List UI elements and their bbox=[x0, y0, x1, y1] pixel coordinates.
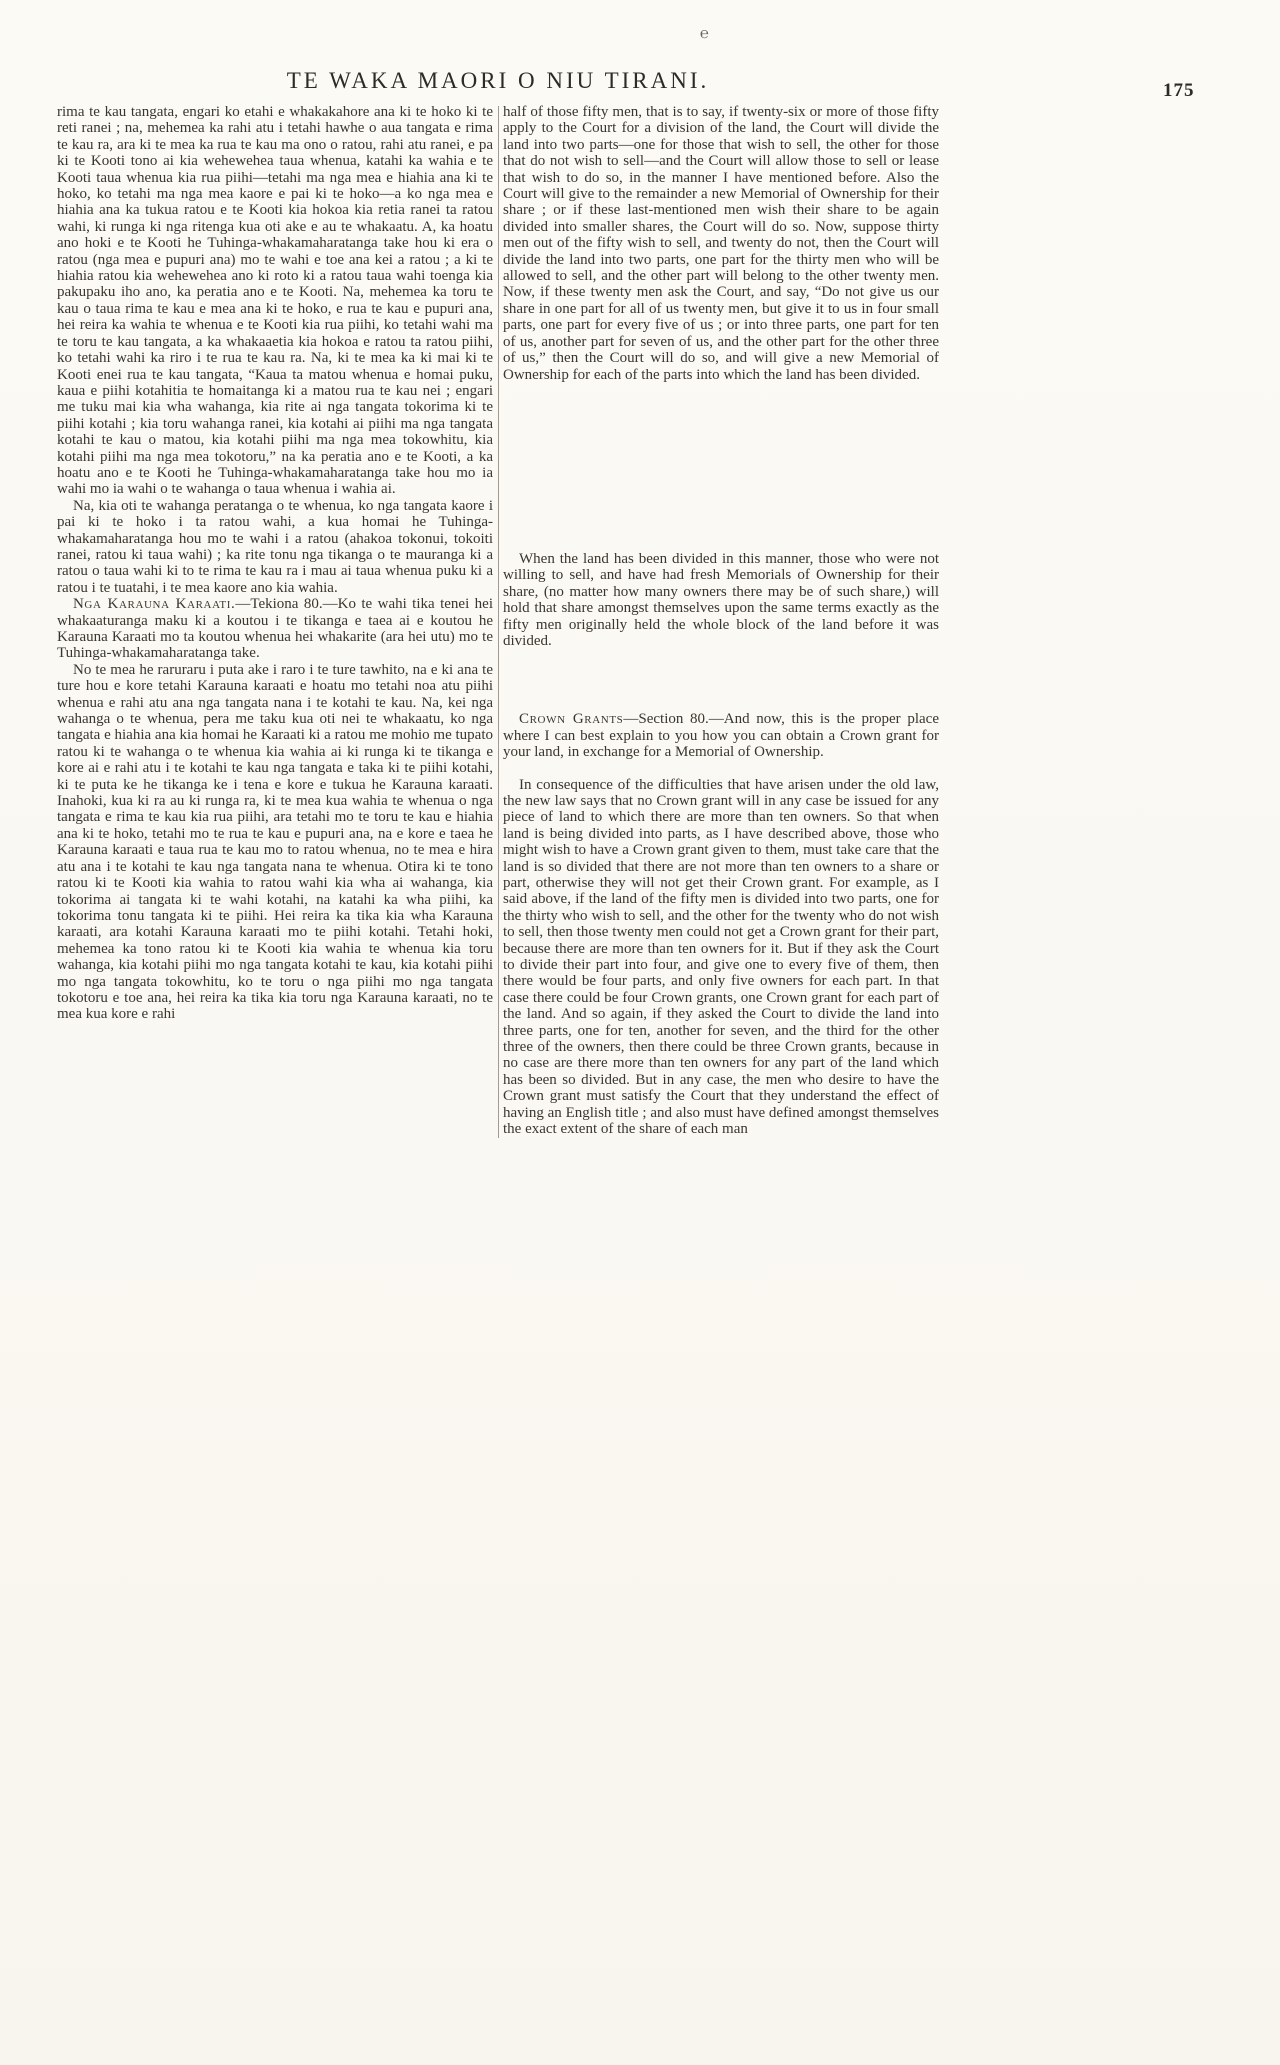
left-column bbox=[57, 104, 493, 1138]
section-heading: Nga Karauna Karaati. bbox=[73, 596, 236, 613]
paragraph: Nga Karauna Karaati.—Tekiona 80.—Ko te wahi tika tenei hei whakaaturanga maku ki a koutou i te tikanga e taea ai e koutou he Karauna Karaati mo ta koutou whenua hei whakarite (ara hei utu) mo te Tuhinga-whakamaharatanga take. bbox=[57, 596, 493, 662]
paragraph: In consequence of the difficulties that have arisen under the old law, the new law says that no Crown grant will in any case be issued for any piece of land to which there are more than ten owners. So that when land is being divided into parts, as I have described above, those who might wish to have a Crown grant given to them, must take care that the land is so divided that there are not more than ten owners to a share or part, otherwise they will not get their Crown grant. For example, as I said above, if the land of the fifty men is divided into two parts, one for the thirty who wish to sell, and the other for the twenty who do not wish to sell, then those twenty men could not get a Crown grant for their part, because there are more than ten owners for it. But if they ask the Court to divide their part into four, and give one to every five of them, then there would be four parts, and only five owners for each part. In that case there could be four Crown grants, one Crown grant for each part of the land. And so again, if they asked the Court to divide the land into three parts, one for ten, another for seven, and the third for the other three of the owners, then there could be three Crown grants, because in no case are there more than ten owners for any part of the land which has been so divided. But in any case, the men who desire to have the Crown grant must satisfy the Court that they understand the effect of having an English title ; and also must have defined amongst themselves the exact extent of the share of each man bbox=[503, 776, 939, 1138]
right-column bbox=[503, 104, 939, 1138]
column-divider-rule bbox=[498, 106, 499, 1138]
paragraph: When the land has been divided in this manner, those who were not willing to sell, and have had fresh Memorials of Ownership for their share, (no matter how many owners there may be of such share,) will hold that share amongst themselves upon the same terms exactly as the fifty men originally held the whole block of the land before it was divided. bbox=[503, 550, 939, 649]
paragraph: Crown Grants—Section 80.—And now, this is the proper place where I can best explain to you how you can obtain a Crown grant for your land, in exchange for a Memorial of Ownership. bbox=[503, 711, 939, 761]
text-columns bbox=[57, 104, 939, 1138]
paragraph: Na, kia oti te wahanga peratanga o te whenua, ko nga tangata kaore i pai ki te hoko i ta ratou wahi, a kua homai he Tuhinga-whakamaharatanga hou mo te wahi i a ratou (ahakoa tokonui, tokoiti ranei, ratou ki taua wahi) ; ka rite tonu nga tikanga o te mauranga ki a ratou o taua wahi ki to te rima te kau ra i mau ai taua whenua puku ki a ratou i te tuatahi, i te mea kaore ano kia wahia. bbox=[57, 497, 493, 596]
page-title: TE WAKA MAORI O NIU TIRANI. bbox=[286, 68, 710, 93]
page-number: 175 bbox=[1163, 80, 1195, 101]
ink-smudge-mark: ℮ bbox=[700, 26, 710, 42]
paragraph: No te mea he raruraru i puta ake i raro i te ture tawhito, na e ki ana te ture hou e kore tetahi Karauna karaati e hoatu mo tetahi noa atu piihi whenua e rahi atu ana nga tangata nana i te kotahi te kau. Na, kei nga wahanga o te whenua, pera me taku kua oti nei te whakaatu, ko nga tangata e hiahia ana kia homai he Karaati ki a ratou me mohio me tupato ratou ki te wahanga o te whenua kia wahia ai ki runga ki te tikanga e kore ai e rahi atu i te kotahi te kau nga tangata e taka ki te piihi kotahi, ki te puta ke he tikanga ke i tena e kore e tukua he Karauna karaati. Inahoki, kua ki ra au ki runga ra, ki te mea kua wahia te whenua o nga tangata e rima te kau kia rua piihi, ara tetahi mo te toru te kau e hiahia ana ki te hoko, tetahi mo te rua te kau e pupuri ana, na e kore e taea he Karauna karaati e taua rua te kau mo to ratou whenua, no te mea e hira atu ana i te kotahi te kau nga tangata nana te whenua. Otira ki te tono ratou ki te Kooti kia wahia to ratou wahi kia wha ai wahanga, kia tokorima ai tangata ki te wahi kotahi, na katahi ka wha piihi, ka tokorima tonu tangata ki te piihi. Hei reira ka tika kia wha Karauna karaati, ara kotahi Karauna karaati mo te piihi kotahi. Tetahi hoki, mehemea ka tono ratou ki te Kooti kia wahia te whenua kia toru wahanga, kia kotahi piihi mo nga tangata kotahi te kau, kia kotahi piihi mo nga tangata tokowhitu, ko te toru o nga piihi mo nga tangata tokotoru e toe ana, hei reira ka tika kia toru nga Karauna karaati, no te mea kua kore e rahi bbox=[57, 661, 493, 1023]
paragraph: half of those fifty men, that is to say, if twenty-six or more of those fifty apply to the Court for a division of the land, the Court will divide the land into two parts—one for those that wish to sell, the other for those that do not wish to sell—and the Court will allow those to sell or lease that wish to do so, in the manner I have mentioned before. Also the Court will give to the remainder a new Memorial of Ownership for their share ; or if these last-mentioned men wish their share to be again divided into smaller shares, the Court will do so. Now, suppose thirty men out of the fifty wish to sell, and twenty do not, then the Court will divide the land into two parts, one part for the thirty men who will be allowed to sell, and the other part will belong to the other twenty men. Now, if these twenty men ask the Court, and say, “Do not give us our share in one part for all of us twenty men, but give it to us in four small parts, one part for every five of us ; or into three parts, one part for ten of us, another part for seven of us, and the other part for the other three of us,” then the Court will do so, and will give a new Memorial of Ownership for each of the parts into which the land has been divided. bbox=[503, 104, 939, 383]
section-heading: Crown Grants bbox=[519, 711, 624, 728]
paragraph: rima te kau tangata, engari ko etahi e whakakahore ana ki te hoko ki te reti ranei ; na, mehemea ka rahi atu i tetahi hawhe o aua tangata e rima te kau ra, ara ki te mea ka rua te kau ma ono o ratou, rahi atu ranei, e pa ki te Kooti tono ai kia wehewehea taua whenua, katahi ka wahia e te Kooti taua whenua kia rua piihi—tetahi ma nga mea e hiahia ana ki te hoko, ko tetahi ma nga mea kaore e pai ki te hoko—a ko nga mea e hiahia ana ka tukua ratou e te Kooti kia hokoa kia retia ranei ta ratou wahi, ki runga ki nga ritenga kua oti ake e au te whakaatu. A, ka hoatu ano hoki e te Kooti he Tuhinga-whakamaharatanga take hou ki era o ratou (nga mea e pupuri ana) mo te wahi e toe ana kei a ratou ; a ki te hiahia ratou kia wehewehea ano ki roto ki a ratou taua wahi toenga kia pakupaku iho ano, ka peratia ano e te Kooti. Na, mehemea ka toru te kau o taua rima te kau e mea ana ki te hoko, e rua te kau e pupuri ana, hei reira ka wahia te whenua e te Kooti kia rua piihi, ko tetahi wahi ma te toru te kau tangata, a ka whakaaetia kia hokoa e ratou ta ratou piihi, ko tetahi wahi ka riro i te rua te kau ra. Na, ki te mea ka ki mai ki te Kooti enei rua te kau tangata, “Kaua ta matou whenua e homai puku, kaua e piihi kotahitia te homaitanga ki a matou rua te kau nei ; engari me tuku mai kia wha wahanga, kia rite ai nga tangata tokorima ki te piihi kotahi ; kia toru wahanga ranei, kia kotahi ai piihi ma nga tangata kotahi te kau o matou, kia kotahi piihi ma nga mea tokowhitu, kia kotahi piihi ma nga mea tokotoru,” na ka peratia ano e te Kooti, a ka hoatu ano e te Kooti he Tuhinga-whakamaharatanga take hou mo ia wahi mo ia wahi o te wahanga o taua whenua i wahia ai. bbox=[57, 104, 493, 498]
